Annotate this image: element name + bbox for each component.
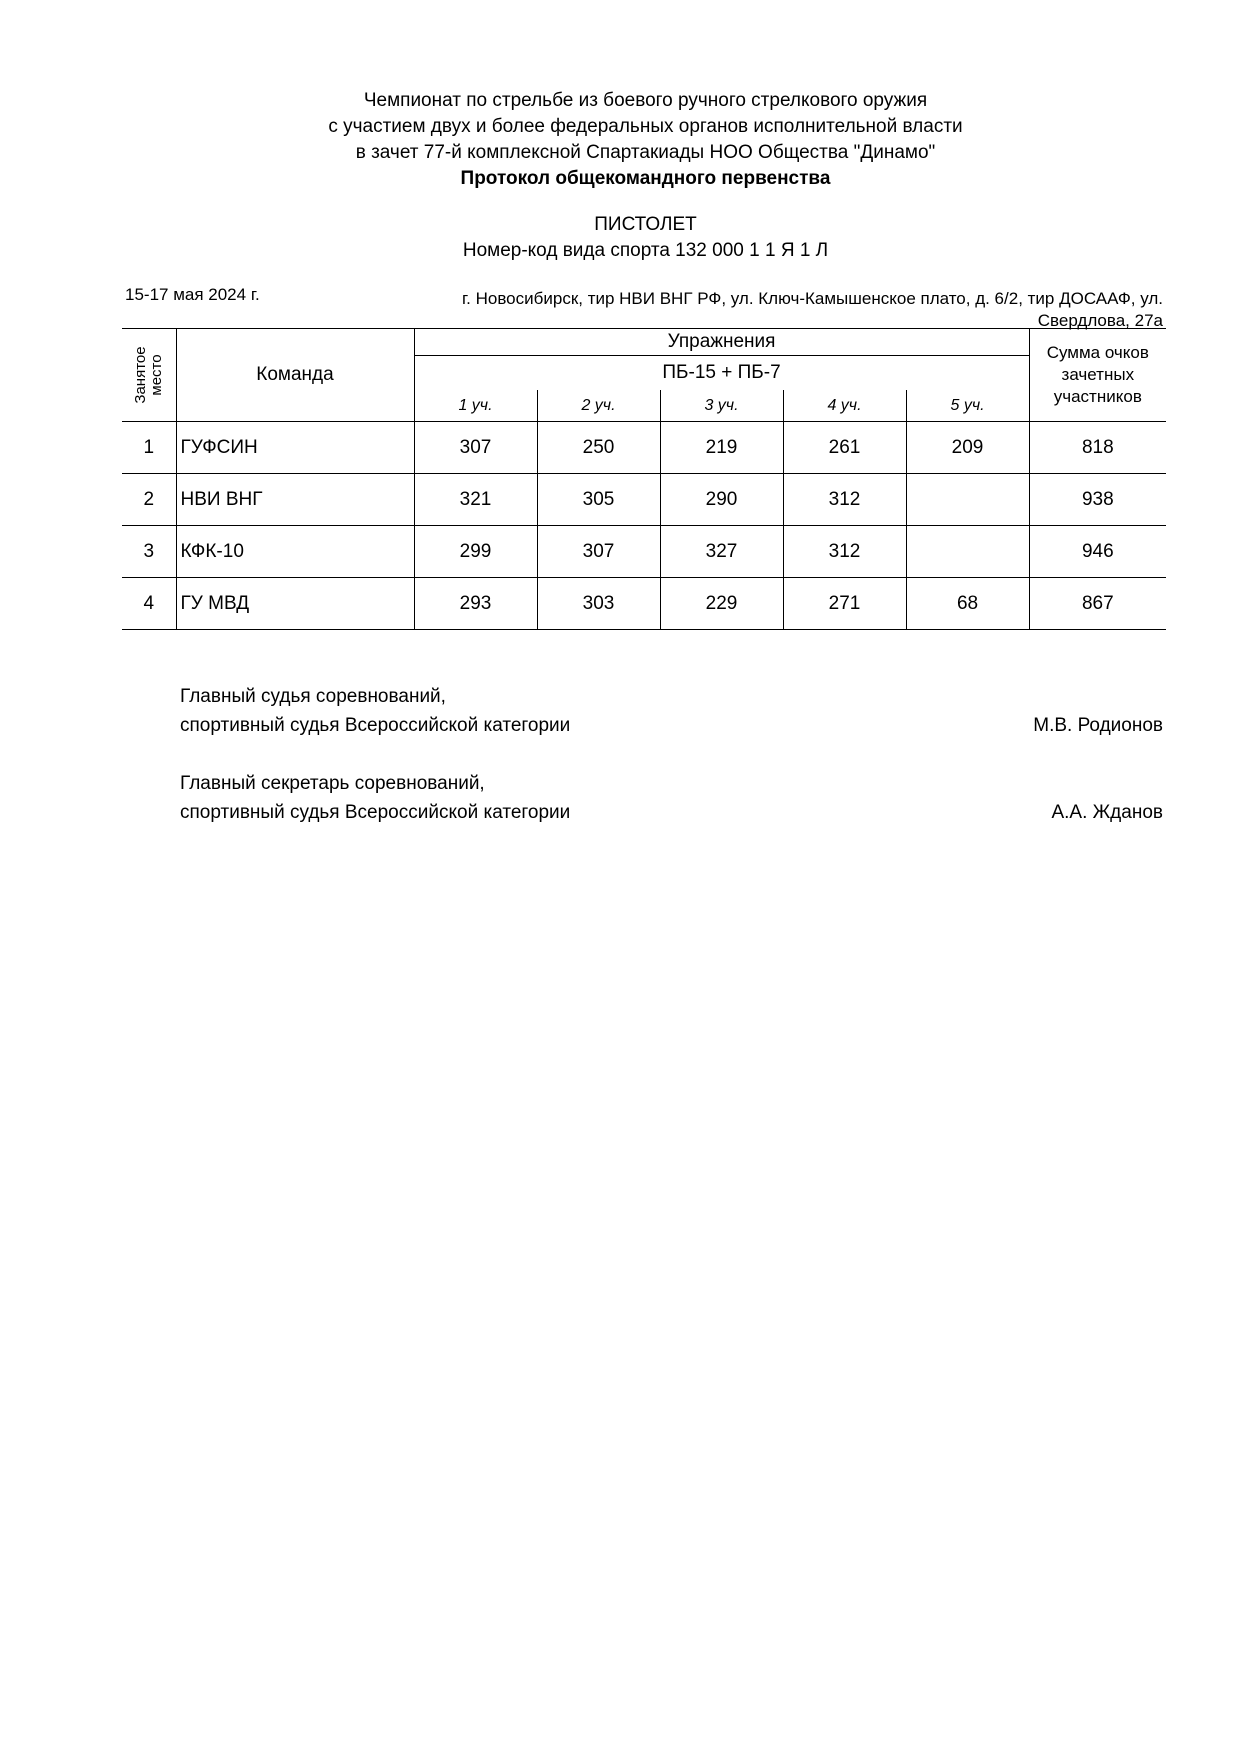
score-cell: 229	[660, 578, 783, 630]
event-place	[403, 288, 1163, 332]
score-cell: 327	[660, 526, 783, 578]
score-cell: 250	[537, 422, 660, 474]
header-line-1: Чемпионат по стрельбе из боевого ручного стрелкового оружия	[363, 90, 928, 111]
event-place-line-2: Свердлова, 27а	[1037, 311, 1163, 330]
col-place-label: Занятое место	[131, 346, 165, 404]
event-place-line-1: г. Новосибирск, тир НВИ ВНГ РФ, ул. Ключ-Камышенское плато, д. 6/2, тир ДОСААФ, ул.	[462, 289, 1163, 308]
results-table	[122, 328, 1166, 630]
secretary-role-line-2: спортивный судья Всероссийской категории	[180, 802, 571, 823]
sum-cell: 818	[1081, 436, 1114, 458]
score-cell: 307	[537, 526, 660, 578]
score-cell: 68	[906, 578, 1029, 630]
document-title: Протокол общекомандного первенства	[460, 168, 831, 189]
place-cell: 3	[122, 526, 176, 578]
table-row	[122, 474, 1166, 526]
discipline-block	[0, 212, 1240, 264]
score-cell: 261	[783, 422, 906, 474]
table-row	[122, 578, 1166, 630]
score-cell: 312	[783, 474, 906, 526]
score-cell: 293	[414, 578, 537, 630]
secretary-name: А.А. Жданов	[1051, 802, 1163, 823]
participant-4-header: 4 уч.	[783, 390, 906, 422]
score-cell: 299	[414, 526, 537, 578]
team-cell: ГУ МВД	[176, 578, 414, 630]
team-cell: ГУФСИН	[176, 422, 414, 474]
score-cell	[906, 474, 1029, 526]
sum-cell: 946	[1081, 540, 1114, 562]
secretary-role-line-1: Главный секретарь соревнований,	[180, 773, 485, 794]
header-line-3: в зачет 77-й комплексной Спартакиады НОО Общества "Динамо"	[355, 142, 936, 163]
score-cell: 307	[414, 422, 537, 474]
judge-role-line-2: спортивный судья Всероссийской категории	[180, 715, 571, 736]
place-cell: 4	[122, 578, 176, 630]
judge-role-line-1: Главный судья соревнований,	[180, 686, 446, 707]
col-sum-header: Сумма очков зачетных участников	[1029, 329, 1166, 422]
score-cell: 312	[783, 526, 906, 578]
table-row	[122, 526, 1166, 578]
participant-1-header: 1 уч.	[414, 390, 537, 422]
judge-name: М.В. Родионов	[1033, 715, 1163, 736]
score-cell	[906, 526, 1029, 578]
score-cell: 209	[906, 422, 1029, 474]
participant-3-header: 3 уч.	[660, 390, 783, 422]
table-row	[122, 422, 1166, 474]
discipline-name: ПИСТОЛЕТ	[594, 214, 697, 235]
score-cell: 219	[660, 422, 783, 474]
secretary-role	[180, 769, 570, 827]
sum-cell: 938	[1081, 488, 1114, 510]
participant-2-header: 2 уч.	[537, 390, 660, 422]
discipline-code: Номер-код вида спорта 132 000 1 1 Я 1 Л	[462, 240, 829, 261]
judge-role	[180, 682, 570, 740]
score-cell: 305	[537, 474, 660, 526]
team-cell: КФК-10	[176, 526, 414, 578]
score-cell: 290	[660, 474, 783, 526]
place-cell: 1	[122, 422, 176, 474]
exercise-name: ПБ-15 + ПБ-7	[414, 356, 1029, 391]
score-cell: 303	[537, 578, 660, 630]
col-team-header: Команда	[176, 329, 414, 422]
col-exercises-header: Упражнения	[414, 329, 1029, 356]
team-cell: НВИ ВНГ	[176, 474, 414, 526]
score-cell: 271	[783, 578, 906, 630]
document-header	[0, 88, 1240, 192]
score-cell: 321	[414, 474, 537, 526]
sum-cell: 867	[1081, 592, 1114, 614]
place-cell: 2	[122, 474, 176, 526]
col-place-header	[122, 329, 176, 422]
event-date: 15-17 мая 2024 г.	[125, 285, 260, 304]
participant-5-header: 5 уч.	[906, 390, 1029, 422]
header-line-2: с участием двух и более федеральных органов исполнительной власти	[328, 116, 963, 137]
